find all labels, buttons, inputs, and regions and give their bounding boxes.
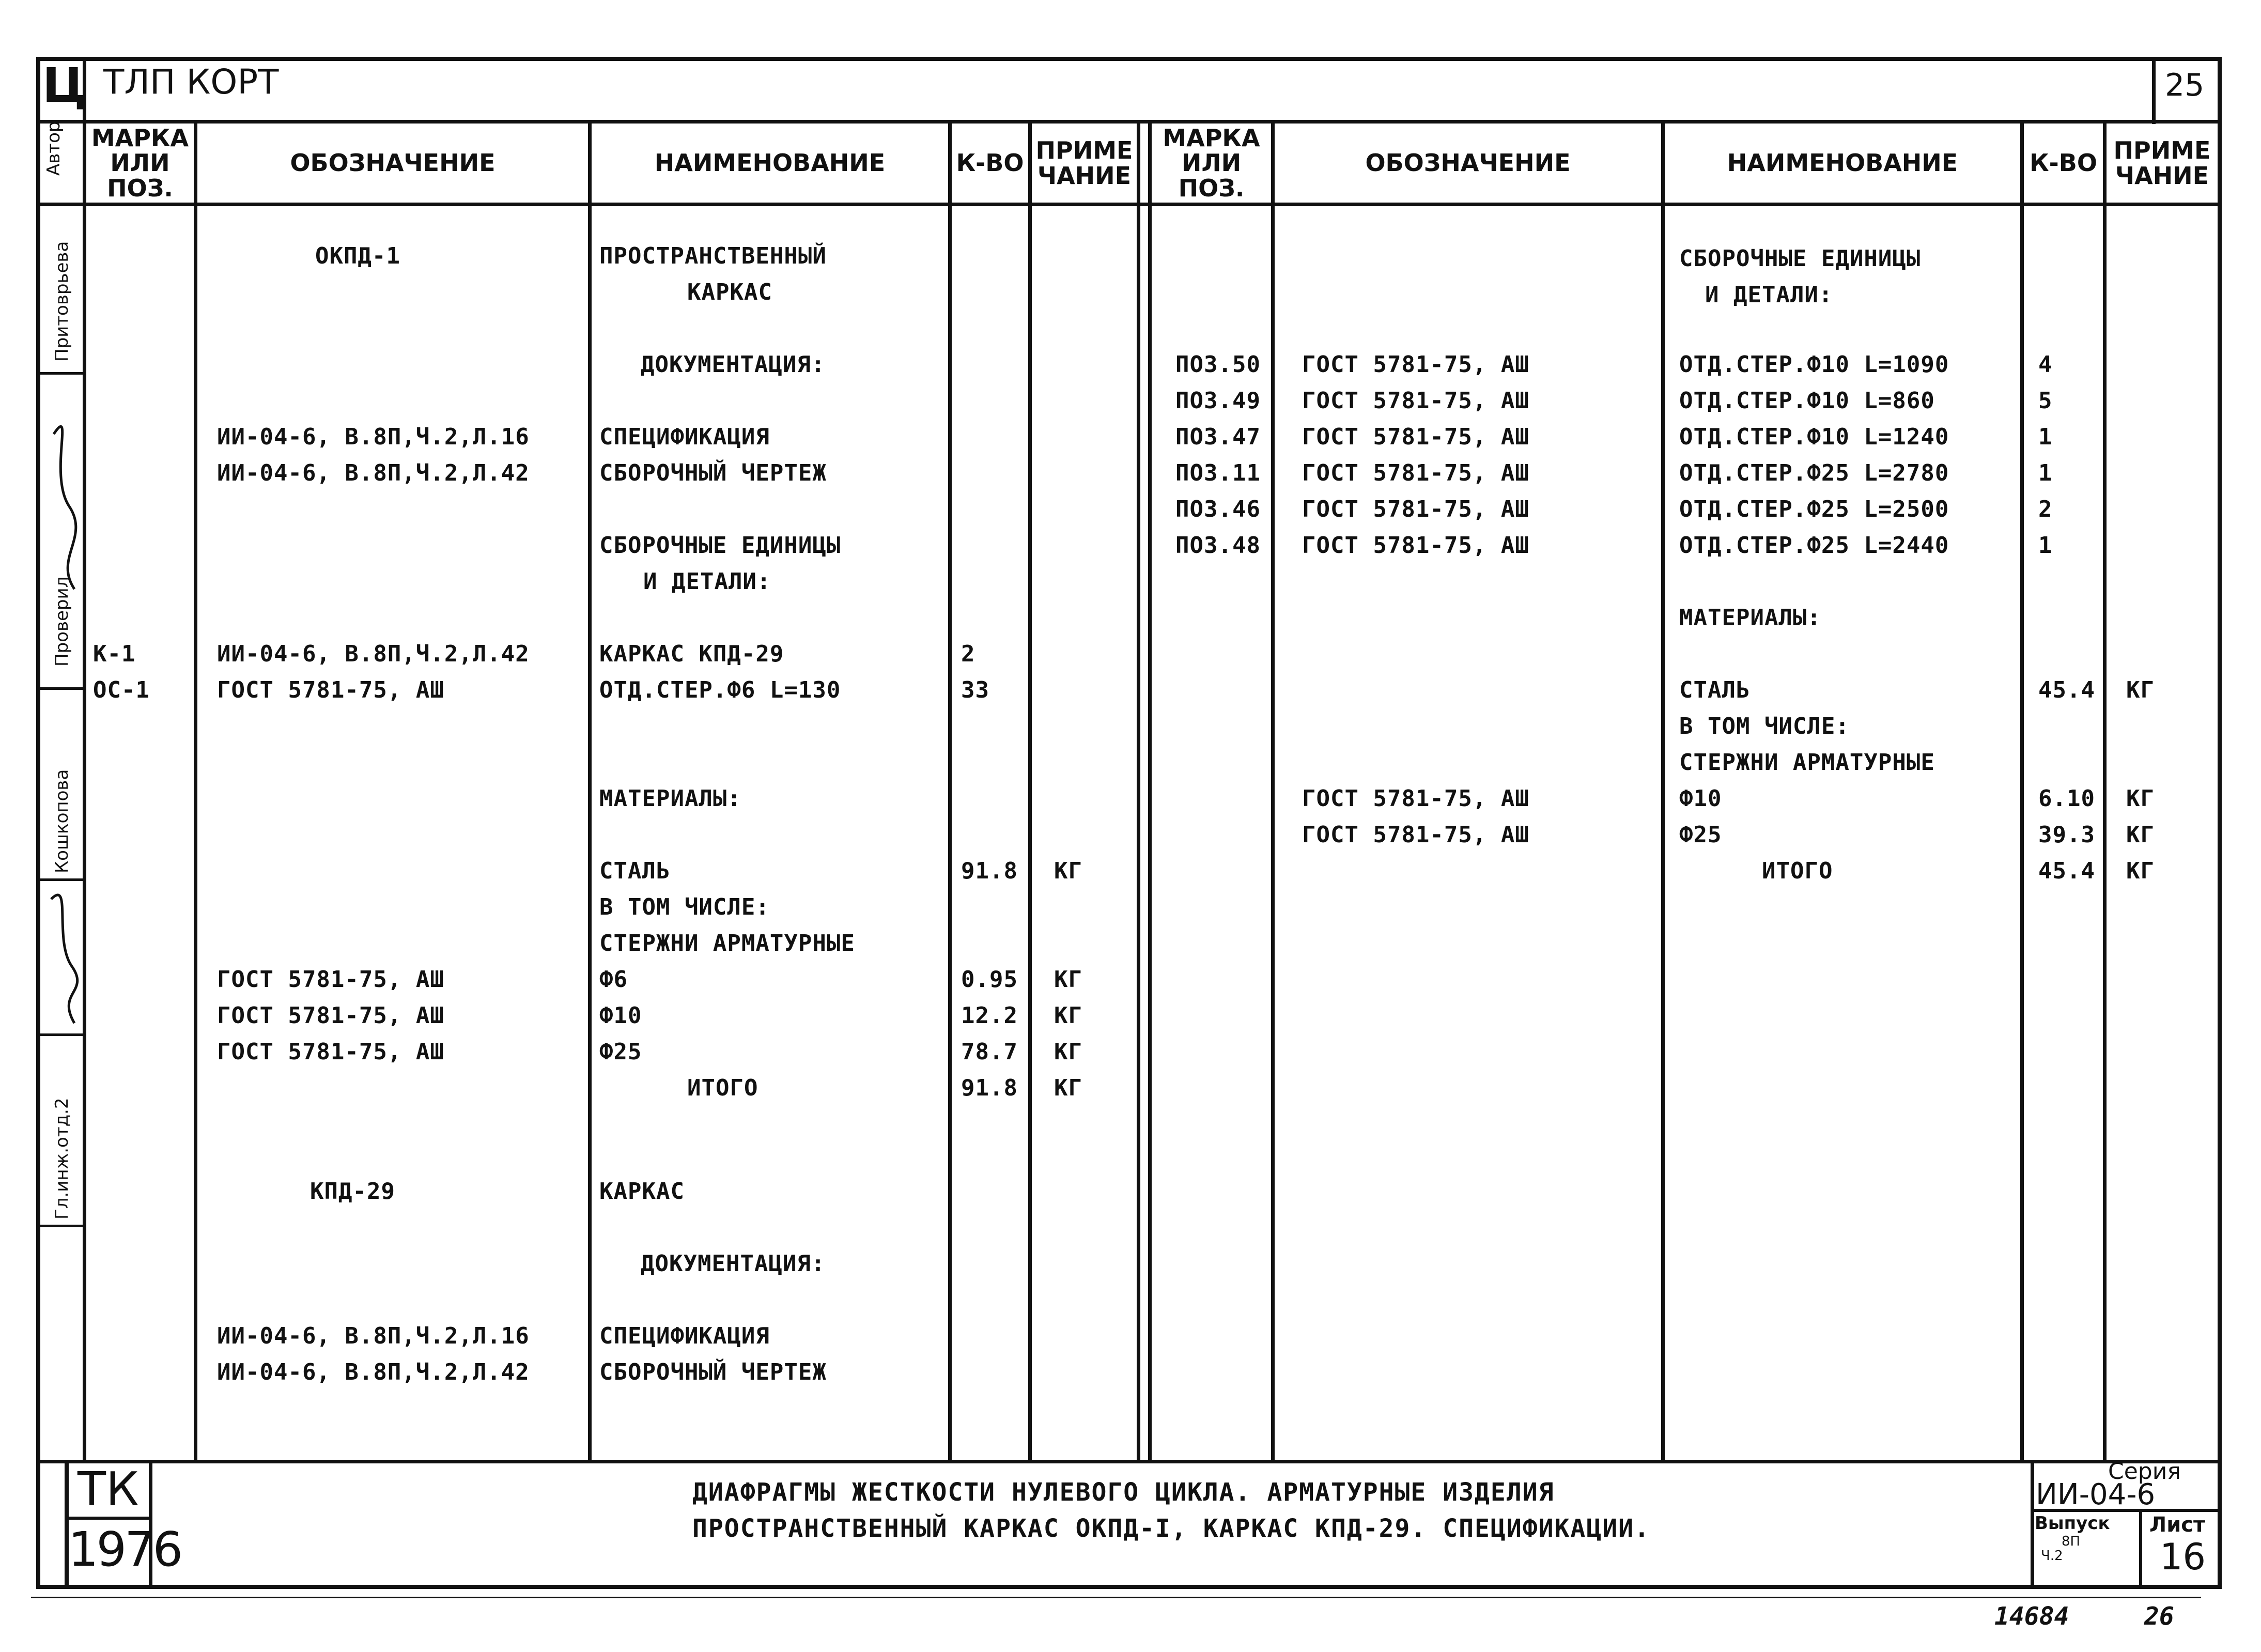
left-cell-note: КГ [1054,1002,1082,1029]
left-cell-qty: 91.8 [961,1075,1018,1101]
sheet-label: Лист [2149,1513,2206,1537]
left-col-line-4 [1028,120,1032,1463]
left-header-designation: ОБОЗНАЧЕНИЕ [290,149,495,177]
sheet-number: 25 [2165,67,2205,103]
right-cell-name: ОТД.СТЕР.Ф25 L=2440 [1679,532,1949,559]
left-cell-note: КГ [1054,1075,1082,1101]
left-cell-designation: ГОСТ 5781-75, АШ [217,1039,444,1065]
left-cell-name: МАТЕРИАЛЫ: [599,785,741,812]
right-cell-name: СБОРОЧНЫЕ ЕДИНИЦЫ [1679,245,1921,272]
right-cell-note: КГ [2126,822,2155,848]
trim-line [31,1597,2201,1598]
left-cell-designation: ИИ-04-6, В.8П,Ч.2,Л.16 [217,424,530,450]
left-cell-name: Ф6 [599,966,628,993]
right-cell-note: КГ [2126,858,2155,884]
inventory-number: 14684 [1994,1602,2069,1631]
right-cell-name: СТЕРЖНИ АРМАТУРНЫЕ [1679,749,1935,776]
left-cell-note: КГ [1054,858,1082,884]
left-cell-qty: 2 [961,641,975,667]
org-name: ТЛП КОРТ [103,62,279,102]
right-cell-qty: 5 [2038,388,2053,414]
left-cell-name: ДОКУМЕНТАЦИЯ: [641,351,826,378]
right-cell-name: СТАЛЬ [1679,677,1751,703]
right-header-designation: ОБОЗНАЧЕНИЕ [1365,149,1571,177]
left-header-mark: МАРКА ИЛИ ПОЗ. [91,124,189,202]
stamp-chief: Гл.инж.отд.2 [52,1098,72,1219]
left-cell-name: Ф25 [599,1039,642,1065]
right-cell-designation: ГОСТ 5781-75, АШ [1302,785,1529,812]
right-cell-name: Ф10 [1679,785,1722,812]
right-cell-name: ОТД.СТЕР.Ф25 L=2780 [1679,460,1949,486]
right-cell-name: ИТОГО [1762,858,1833,884]
corner-mark: Ц [42,58,87,113]
org-code: ТК [78,1462,139,1517]
title-line-1: ДИАФРАГМЫ ЖЕСТКОСТИ НУЛЕВОГО ЦИКЛА. АРМАТУРНЫЕ ИЗДЕЛИЯ [692,1478,1555,1507]
stamp-checker: Кошкопова [52,769,72,873]
stamp-signatures [43,372,85,1219]
issue-value: 8П [2062,1534,2081,1549]
left-col-line-2 [588,120,592,1463]
left-cell-name: СБОРОЧНЫЙ ЧЕРТЕЖ [599,1359,827,1385]
left-cell-designation: ИИ-04-6, В.8П,Ч.2,Л.42 [217,1359,530,1385]
left-cell-mark: ОС-1 [93,677,150,703]
left-cell-name: КАРКАС [599,1178,685,1205]
title-line-2: ПРОСТРАНСТВЕННЫЙ КАРКАС ОКПД-I, КАРКАС КПД-29. СПЕЦИФИКАЦИИ. [692,1514,1650,1543]
year: 1976 [68,1522,181,1577]
left-cell-mark: К-1 [93,641,136,667]
right-cell-designation: ГОСТ 5781-75, АШ [1302,424,1529,450]
right-cell-qty: 1 [2038,460,2053,486]
frame-left [36,57,40,1589]
right-cell-qty: 39.3 [2038,822,2095,848]
right-cell-designation: ГОСТ 5781-75, АШ [1302,496,1529,522]
right-cell-name: Ф25 [1679,822,1722,848]
series-value: ИИ-04-6 [2036,1478,2156,1511]
left-cell-name: ИТОГО [687,1075,758,1101]
issue-label: Выпуск [2035,1513,2110,1534]
page-number: 26 [2144,1602,2174,1631]
right-cell-designation: ГОСТ 5781-75, АШ [1302,532,1529,559]
series-label: Серия [2108,1458,2181,1485]
left-cell-name: ОТД.СТЕР.Ф6 L=130 [599,677,841,703]
left-cell-name: СТЕРЖНИ АРМАТУРНЫЕ [599,930,855,956]
right-cell-mark: ПОЗ.49 [1175,388,1261,414]
right-cell-name: В ТОМ ЧИСЛЕ: [1679,713,1850,739]
columns-rule [36,203,2222,206]
frame-right [2218,57,2222,1589]
left-cell-designation: ИИ-04-6, В.8П,Ч.2,Л.16 [217,1323,530,1349]
left-header-name: НАИМЕНОВАНИЕ [654,149,886,177]
right-cell-mark: ПОЗ.48 [1175,532,1261,559]
left-cell-name: Ф10 [599,1002,642,1029]
left-cell-designation: ГОСТ 5781-75, АШ [217,966,444,993]
left-cell-name: СПЕЦИФИКАЦИЯ [599,424,770,450]
left-cell-name: СБОРОЧНЫЕ ЕДИНИЦЫ [599,532,841,559]
right-header-note: ПРИМЕ ЧАНИЕ [2113,136,2211,190]
left-cell-name: КАРКАС КПД-29 [599,641,784,667]
left-col-line-5 [1137,120,1140,1463]
right-cell-name: ОТД.СТЕР.Ф10 L=1240 [1679,424,1949,450]
right-header-qty: К-ВО [2030,149,2097,177]
left-cell-designation: ИИ-04-6, В.8П,Ч.2,Л.42 [217,460,530,486]
left-cell-note: КГ [1054,1039,1082,1065]
frame-bottom [36,1585,2222,1589]
right-cell-mark: ПОЗ.47 [1175,424,1261,450]
right-cell-mark: ПОЗ.50 [1175,351,1261,378]
left-cell-designation: КПД-29 [310,1178,395,1205]
right-col-line-2 [1661,120,1665,1463]
left-cell-name: ДОКУМЕНТАЦИЯ: [641,1250,826,1277]
left-cell-name: СПЕЦИФИКАЦИЯ [599,1323,770,1349]
left-cell-name: КАРКАС [687,279,772,305]
right-header-name: НАИМЕНОВАНИЕ [1727,149,1958,177]
left-cell-qty: 78.7 [961,1039,1018,1065]
left-cell-designation: ОКПД-1 [315,243,400,269]
right-cell-qty: 45.4 [2038,858,2095,884]
tk-divider [65,1517,150,1520]
right-cell-mark: ПОЗ.11 [1175,460,1261,486]
right-cell-mark: ПОЗ.46 [1175,496,1261,522]
left-header-qty: К-ВО [956,149,1024,177]
stamp-divider [40,1225,83,1227]
left-header-note: ПРИМЕ ЧАНИЕ [1035,136,1133,190]
right-cell-name: И ДЕТАЛИ: [1705,282,1833,308]
left-cell-qty: 0.95 [961,966,1018,993]
header-rule [36,120,2222,123]
left-cell-name: СБОРОЧНЫЙ ЧЕРТЕЖ [599,460,827,486]
left-col-line-1 [194,120,197,1463]
left-cell-name: СТАЛЬ [599,858,671,884]
right-col-line-4 [2103,120,2107,1463]
left-cell-designation: ИИ-04-6, В.8П,Ч.2,Л.42 [217,641,530,667]
left-cell-designation: ГОСТ 5781-75, АШ [217,1002,444,1029]
right-cell-qty: 6.10 [2038,785,2095,812]
stamp-author: Автор [43,121,64,176]
right-cell-qty: 4 [2038,351,2053,378]
titleblock-rule [36,1460,2222,1463]
right-cell-qty: 2 [2038,496,2053,522]
left-cell-name: ПРОСТРАНСТВЕННЫЙ [599,243,827,269]
right-col-line-3 [2020,120,2024,1463]
right-header-mark: МАРКА ИЛИ ПОЗ. [1163,124,1260,202]
series-cell-left [2031,1460,2034,1586]
right-cell-name: ОТД.СТЕР.Ф10 L=1090 [1679,351,1949,378]
left-col-line-3 [948,120,952,1463]
left-cell-qty: 33 [961,677,989,703]
right-cell-qty: 1 [2038,424,2053,450]
left-cell-name: В ТОМ ЧИСЛЕ: [599,894,770,920]
right-cell-designation: ГОСТ 5781-75, АШ [1302,388,1529,414]
right-cell-designation: ГОСТ 5781-75, АШ [1302,822,1529,848]
frame-top [36,57,2222,61]
left-cell-qty: 91.8 [961,858,1018,884]
part-value: Ч.2 [2041,1548,2063,1564]
sheet-cell-left [2139,1509,2142,1586]
sheetno-divider [2152,57,2156,124]
left-cell-designation: ГОСТ 5781-75, АШ [217,677,444,703]
right-cell-name: МАТЕРИАЛЫ: [1679,605,1821,631]
right-cell-qty: 1 [2038,532,2053,559]
left-cell-name: И ДЕТАЛИ: [643,568,771,595]
sheet-value: 16 [2160,1536,2206,1578]
right-cell-designation: ГОСТ 5781-75, АШ [1302,351,1529,378]
right-cell-name: ОТД.СТЕР.Ф25 L=2500 [1679,496,1949,522]
right-cell-name: ОТД.СТЕР.Ф10 L=860 [1679,388,1935,414]
right-cell-qty: 45.4 [2038,677,2095,703]
right-cell-designation: ГОСТ 5781-75, АШ [1302,460,1529,486]
stamp-checked: Проверил [52,576,72,667]
middle-divider [1148,120,1152,1463]
right-cell-note: КГ [2126,785,2155,812]
left-cell-note: КГ [1054,966,1082,993]
right-cell-note: КГ [2126,677,2155,703]
left-cell-qty: 12.2 [961,1002,1018,1029]
right-col-line-1 [1271,120,1275,1463]
stamp-drawn: Притоврьева [52,241,72,362]
